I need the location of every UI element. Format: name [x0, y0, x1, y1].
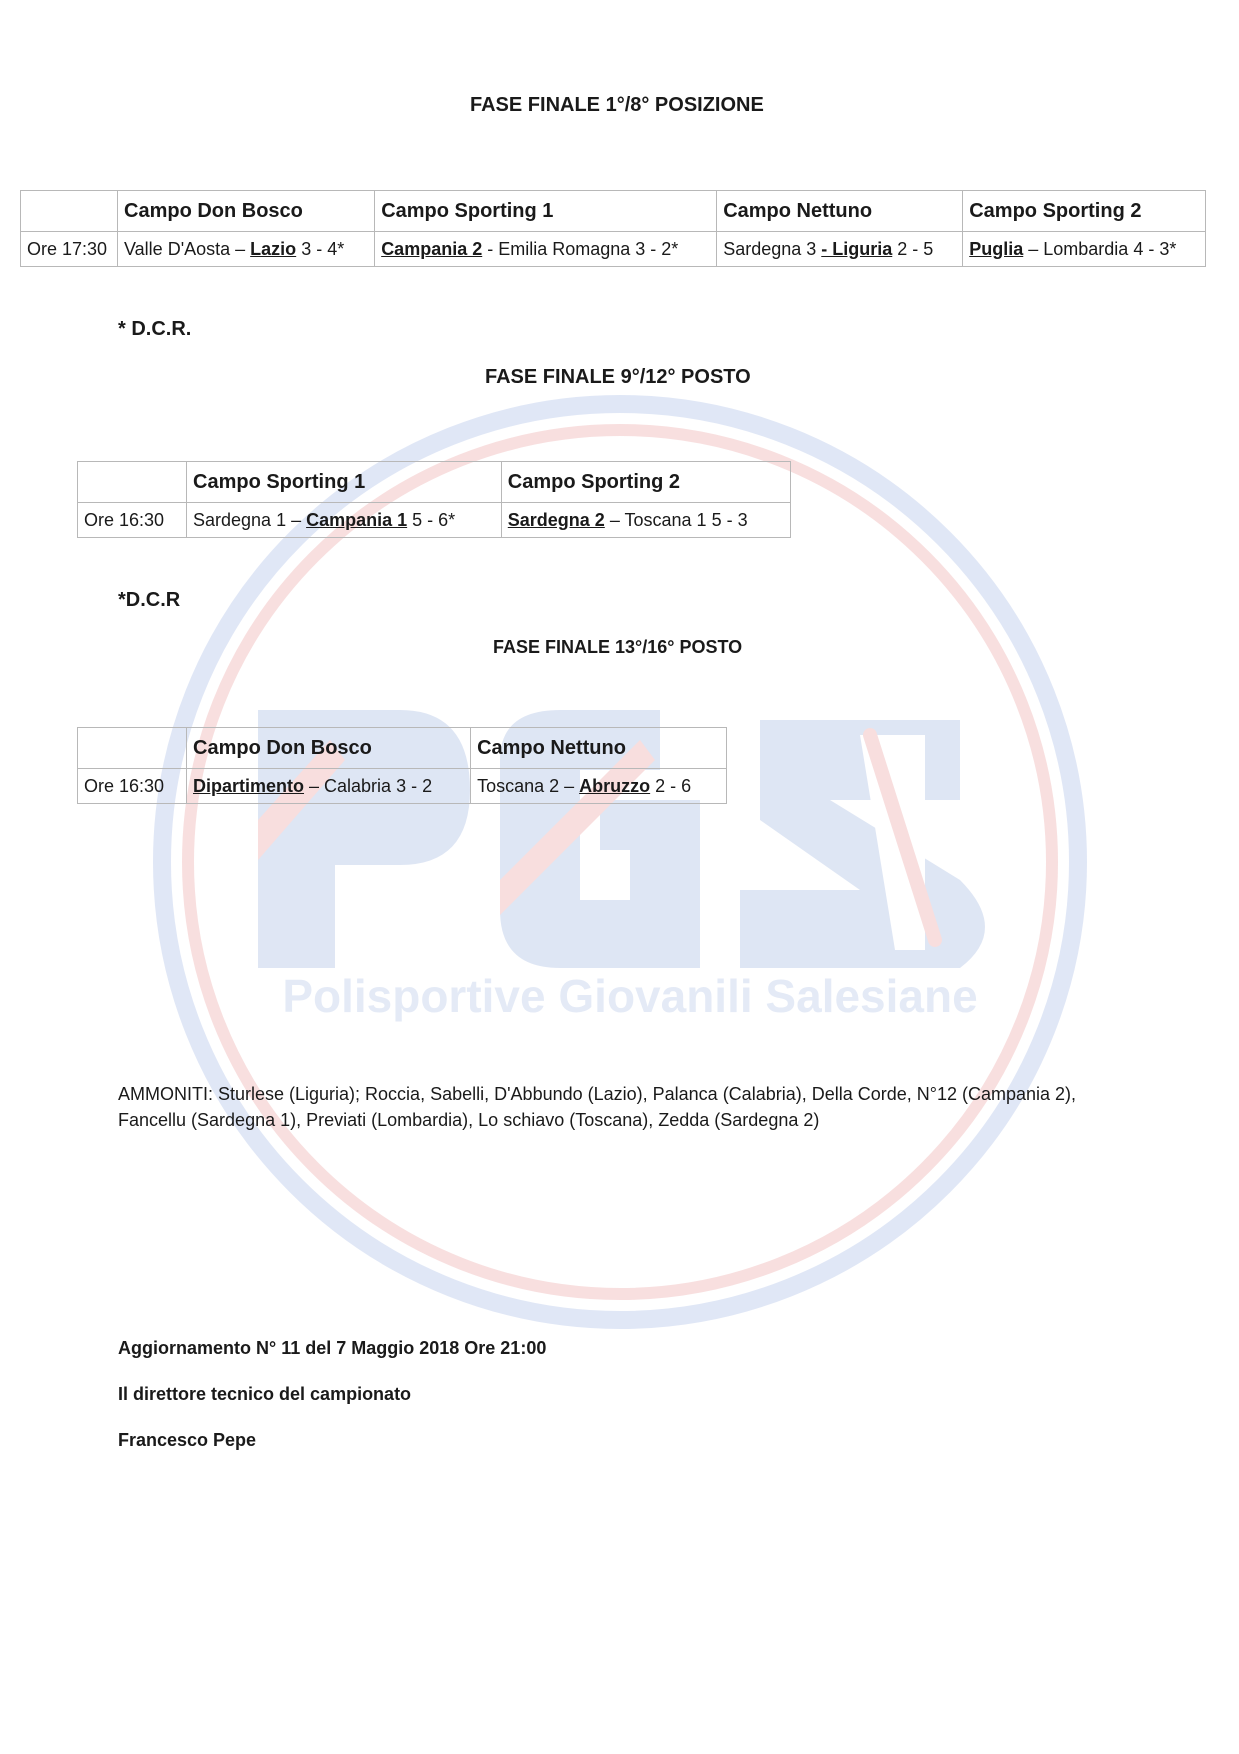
match-cell: [118, 232, 375, 267]
section3-title: FASE FINALE 13°/16° POSTO: [493, 637, 743, 657]
winner-team: Abruzzo: [579, 775, 651, 796]
header-time-cell: [78, 462, 187, 503]
header-campo-nettuno: Campo Nettuno: [471, 728, 727, 769]
watermark-caption: Polisportive Giovanili Salesiane: [282, 970, 978, 1022]
header-campo-nettuno: Campo Nettuno: [717, 191, 963, 232]
header-campo-don-bosco: Campo Don Bosco: [118, 191, 375, 232]
update-info: Aggiornamento N° 11 del 7 Maggio 2018 Ore 21:00: [118, 1338, 547, 1358]
watermark-inner-ring: [188, 430, 1052, 1294]
match-cell: [963, 232, 1206, 267]
winner-team: Puglia: [969, 238, 1024, 259]
match-cell: [471, 769, 727, 804]
match-score: – Lombardia 4 - 3*: [1023, 238, 1177, 259]
match-score: 2 - 6: [650, 775, 692, 796]
team-a: Sardegna 3: [723, 238, 822, 259]
winner-team: Sardegna 2: [507, 509, 605, 530]
winner-team: Campania 2: [381, 238, 483, 259]
section1-table: [20, 190, 1206, 267]
watermark-outer-ring: [162, 404, 1078, 1320]
director-name: Francesco Pepe: [118, 1430, 257, 1450]
time-cell: Ore 17:30: [21, 232, 118, 267]
header-campo-sporting-2: Campo Sporting 2: [963, 191, 1206, 232]
match-cell: [501, 503, 790, 538]
header-time-cell: [21, 191, 118, 232]
match-cell: [717, 232, 963, 267]
section1-title: FASE FINALE 1°/8° POSIZIONE: [470, 94, 764, 116]
match-score: 2 - 5: [892, 238, 934, 259]
header-campo-sporting-2: Campo Sporting 2: [501, 462, 790, 503]
section2-note: *D.C.R: [118, 589, 181, 611]
time-cell: Ore 16:30: [78, 503, 187, 538]
match-score: 3 - 4*: [296, 238, 345, 259]
match-score: – Toscana 1 5 - 3: [604, 509, 748, 530]
header-campo-sporting-1: Campo Sporting 1: [187, 462, 502, 503]
match-cell: [187, 769, 471, 804]
director-role: Il direttore tecnico del campionato: [118, 1384, 412, 1404]
match-score: – Calabria 3 - 2: [304, 775, 433, 796]
match-cell: [187, 503, 502, 538]
winner-team: Campania 1: [306, 509, 408, 530]
header-campo-don-bosco: Campo Don Bosco: [187, 728, 471, 769]
section2-title: FASE FINALE 9°/12° POSTO: [485, 366, 751, 388]
section3-table: [77, 727, 727, 804]
winner-team: Dipartimento: [193, 775, 305, 796]
header-time-cell: [78, 728, 187, 769]
ammoniti-list: AMMONITI: Sturlese (Liguria); Roccia, Sabelli, D'Abbundo (Lazio), Palanca (Calabria), Della Corde, N°12 (Campania 2), Fancellu (Sardegna 1), Previati (Lombardia), Lo schiavo (Toscana), Zedda (Sardegna 2): [118, 1084, 1077, 1130]
section2-table: [77, 461, 791, 538]
section1-note: * D.C.R.: [118, 318, 192, 340]
match-cell: [375, 232, 717, 267]
match-score: 5 - 6*: [407, 509, 456, 530]
team-a: Valle D'Aosta –: [124, 238, 251, 259]
winner-team: - Liguria: [821, 238, 893, 259]
time-cell: Ore 16:30: [78, 769, 187, 804]
winner-team: Lazio: [250, 238, 297, 259]
team-a: Sardegna 1 –: [193, 509, 307, 530]
header-campo-sporting-1: Campo Sporting 1: [375, 191, 717, 232]
team-a: Toscana 2 –: [477, 775, 580, 796]
match-score: - Emilia Romagna 3 - 2*: [482, 238, 679, 259]
